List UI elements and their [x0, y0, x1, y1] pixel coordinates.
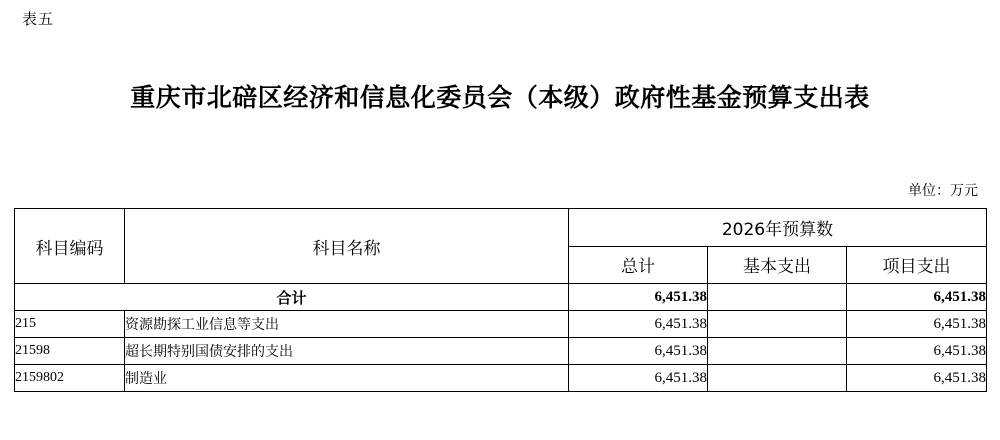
column-header-basic: 基本支出	[708, 246, 847, 284]
page-title: 重庆市北碚区经济和信息化委员会（本级）政府性基金预算支出表	[130, 83, 870, 112]
row-name: 制造业	[125, 365, 569, 392]
column-header-total: 总计	[569, 246, 708, 284]
row-basic	[708, 365, 847, 392]
row-total: 6,451.38	[569, 311, 708, 338]
column-header-name: 科目名称	[125, 209, 569, 284]
row-total: 6,451.38	[569, 338, 708, 365]
column-header-group-year: 2026年预算数	[569, 209, 987, 247]
summary-basic	[708, 284, 847, 311]
row-project: 6,451.38	[847, 338, 987, 365]
table-header-row-1	[15, 209, 987, 247]
row-code: 215	[15, 311, 125, 338]
unit-note: 单位：万元	[908, 184, 978, 199]
row-project: 6,451.38	[847, 311, 987, 338]
table-row	[15, 338, 987, 365]
row-basic	[708, 311, 847, 338]
summary-label: 合计	[15, 284, 569, 311]
table-row	[15, 365, 987, 392]
row-code: 21598	[15, 338, 125, 365]
row-name: 超长期特别国债安排的支出	[125, 338, 569, 365]
summary-total: 6,451.38	[569, 284, 708, 311]
row-code: 2159802	[15, 365, 125, 392]
row-name: 资源勘探工业信息等支出	[125, 311, 569, 338]
row-total: 6,451.38	[569, 365, 708, 392]
form-number-label: 表五	[22, 12, 55, 28]
column-header-project: 项目支出	[847, 246, 987, 284]
summary-project: 6,451.38	[847, 284, 987, 311]
row-project: 6,451.38	[847, 365, 987, 392]
table-row	[15, 311, 987, 338]
table-row-summary	[15, 284, 987, 311]
row-basic	[708, 338, 847, 365]
column-header-code: 科目编码	[15, 209, 125, 284]
budget-table	[14, 208, 987, 392]
